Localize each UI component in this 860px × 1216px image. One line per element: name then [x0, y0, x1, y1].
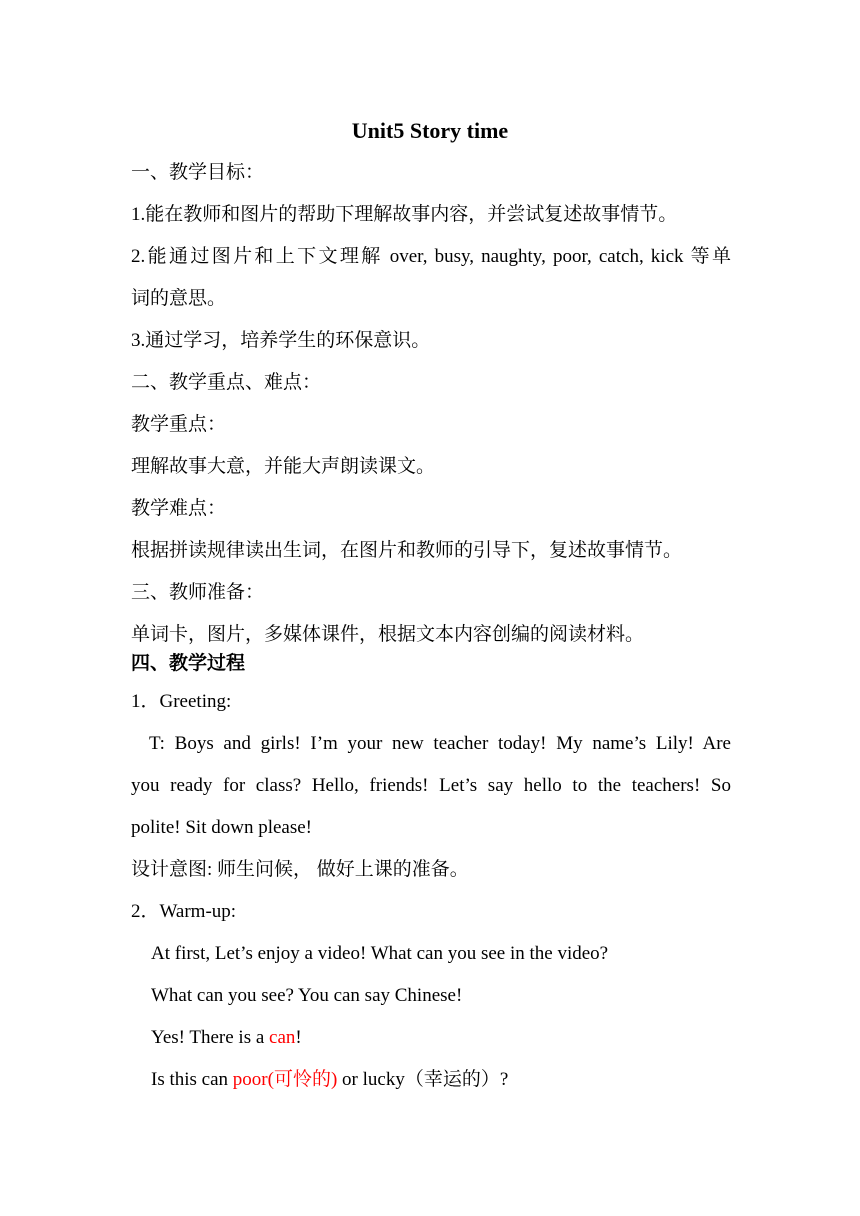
section-heading-procedure: 四、教学过程: [131, 652, 246, 674]
warmup-line-2: What can you see? You can say Chinese!: [151, 985, 463, 1006]
warmup-line-3-suffix: !: [295, 1027, 302, 1048]
objective-3: 3.通过学习，培养学生的环保意识。: [131, 330, 431, 351]
warmup-line-3: [151, 1026, 302, 1050]
warmup-line-4-prefix: Is this can: [151, 1069, 233, 1090]
section-heading-key-points: 二、教学重点、难点：: [131, 372, 322, 393]
teacher-line-2: you ready for class? Hello, friends! Let’s say hello to the teachers! So: [131, 775, 731, 796]
difficulty-text: 根据拼读规律读出生词，在图片和教师的引导下，复述故事情节。: [131, 540, 683, 561]
warmup-line-3-prefix: Yes! There is a: [151, 1027, 270, 1048]
highlight-word-can: can: [269, 1027, 296, 1048]
section-heading-preparation: 三、教师准备：: [131, 582, 265, 603]
objective-2-line-1: 2.能通过图片和上下文理解 over, busy, naughty, poor, catch, kick 等单: [131, 246, 731, 267]
section-heading-objectives: 一、教学目标：: [131, 162, 265, 183]
teacher-line-1: T: Boys and girls! I’m your new teacher today! My name’s Lily! Are: [149, 733, 731, 754]
step-greeting: 1．Greeting:: [131, 691, 232, 712]
key-point-label: 教学重点：: [131, 414, 227, 435]
objective-1: 1.能在教师和图片的帮助下理解故事内容，并尝试复述故事情节。: [131, 204, 678, 225]
warmup-line-4: [151, 1068, 508, 1092]
key-point-text: 理解故事大意，并能大声朗读课文。: [131, 456, 436, 477]
warmup-line-4-suffix: or lucky（幸运的）?: [337, 1069, 509, 1090]
teacher-line-3: polite! Sit down please!: [131, 817, 312, 838]
objective-2-line-2: 词的意思。: [131, 288, 227, 309]
step-warm-up: 2．Warm-up:: [131, 901, 237, 922]
warmup-line-1: At first, Let’s enjoy a video! What can you see in the video?: [151, 943, 609, 964]
design-intent-1: 设计意图: 师生问候， 做好上课的准备。: [131, 859, 469, 880]
difficulty-label: 教学难点：: [131, 498, 227, 519]
preparation-text: 单词卡，图片，多媒体课件，根据文本内容创编的阅读材料。: [131, 624, 645, 645]
document-title: Unit5 Story time: [351, 118, 509, 143]
highlight-word-poor: poor(可怜的): [232, 1069, 338, 1090]
